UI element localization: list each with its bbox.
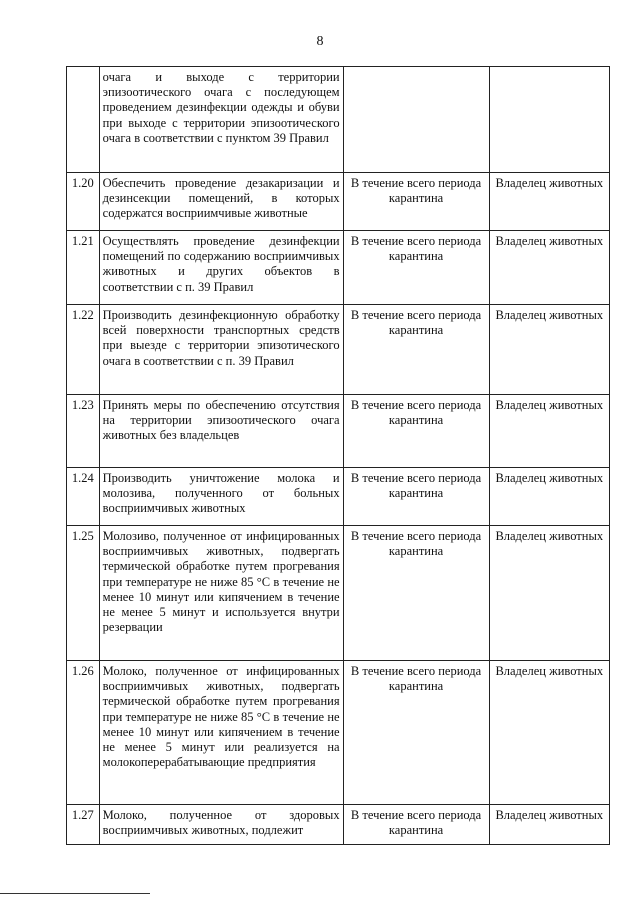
responsible-cell: Владелец животных	[489, 468, 609, 526]
term-cell: В течение всего периода карантина	[343, 805, 489, 845]
action-cell: Принять меры по обеспечению отсутствия на территории эпизоотического очага животных без владельцев	[99, 395, 343, 468]
term-cell: В течение всего периода карантина	[343, 231, 489, 305]
row-number: 1.22	[67, 305, 100, 395]
action-cell: Молозиво, полученное от инфицированных восприимчивых животных, подвергать термической обработке путем прогревания при температуре не ниже 85 °С в течение не менее 10 минут или кипячением в течение не менее 5 минут и используется внутри резервации	[99, 526, 343, 661]
action-cell: очага и выходе с территории эпизоотического очага с последующем проведением дезинфекции одежды и обуви при выходе с территории эпизоотического очага в соответствии с пунктом 39 Правил	[99, 67, 343, 173]
row-number: 1.23	[67, 395, 100, 468]
table-row	[67, 231, 610, 305]
row-number	[67, 67, 100, 173]
row-number: 1.27	[67, 805, 100, 845]
row-number: 1.20	[67, 173, 100, 231]
page-number: 8	[316, 34, 324, 49]
responsible-cell: Владелец животных	[489, 173, 609, 231]
responsible-cell: Владелец животных	[489, 395, 609, 468]
action-cell: Осуществлять проведение дезинфекции помещений по содержанию восприимчивых животных и других объектов в соответствии с п. 39 Правил	[99, 231, 343, 305]
row-number: 1.24	[67, 468, 100, 526]
table-row	[67, 661, 610, 805]
term-cell: В течение всего периода карантина	[343, 661, 489, 805]
term-cell: В течение всего периода карантина	[343, 395, 489, 468]
action-cell: Обеспечить проведение дезакаризации и дезинсекции помещений, в которых содержатся восприимчивые животные	[99, 173, 343, 231]
responsible-cell: Владелец животных	[489, 526, 609, 661]
term-cell	[343, 67, 489, 173]
table-row	[67, 526, 610, 661]
responsible-cell: Владелец животных	[489, 661, 609, 805]
footer-rule	[0, 893, 150, 894]
term-cell: В течение всего периода карантина	[343, 526, 489, 661]
action-cell: Молоко, полученное от инфицированных восприимчивых животных, подвергать термической обработке путем прогревания при температуре не ниже 85 °С в течение не менее 10 минут или кипячением в течение не менее 5 минут или реализуется на молокоперерабатывающие предприятия	[99, 661, 343, 805]
responsible-cell: Владелец животных	[489, 805, 609, 845]
table-row	[67, 805, 610, 845]
table-row	[67, 173, 610, 231]
term-cell: В течение всего периода карантина	[343, 173, 489, 231]
action-cell: Молоко, полученное от здоровых восприимчивых животных, подлежит	[99, 805, 343, 845]
table-row	[67, 67, 610, 173]
table-row	[67, 468, 610, 526]
responsible-cell	[489, 67, 609, 173]
action-cell: Производить уничтожение молока и молозива, полученного от больных восприимчивых животных	[99, 468, 343, 526]
responsible-cell: Владелец животных	[489, 305, 609, 395]
table-row	[67, 305, 610, 395]
row-number: 1.25	[67, 526, 100, 661]
responsible-cell: Владелец животных	[489, 231, 609, 305]
term-cell: В течение всего периода карантина	[343, 468, 489, 526]
term-cell: В течение всего периода карантина	[343, 305, 489, 395]
measures-table	[66, 66, 610, 845]
action-cell: Производить дезинфекционную обработку всей поверхности транспортных средств при выезде с территории эпизотического очага в соответствии с п. 39 Правил	[99, 305, 343, 395]
row-number: 1.26	[67, 661, 100, 805]
row-number: 1.21	[67, 231, 100, 305]
table-row	[67, 395, 610, 468]
